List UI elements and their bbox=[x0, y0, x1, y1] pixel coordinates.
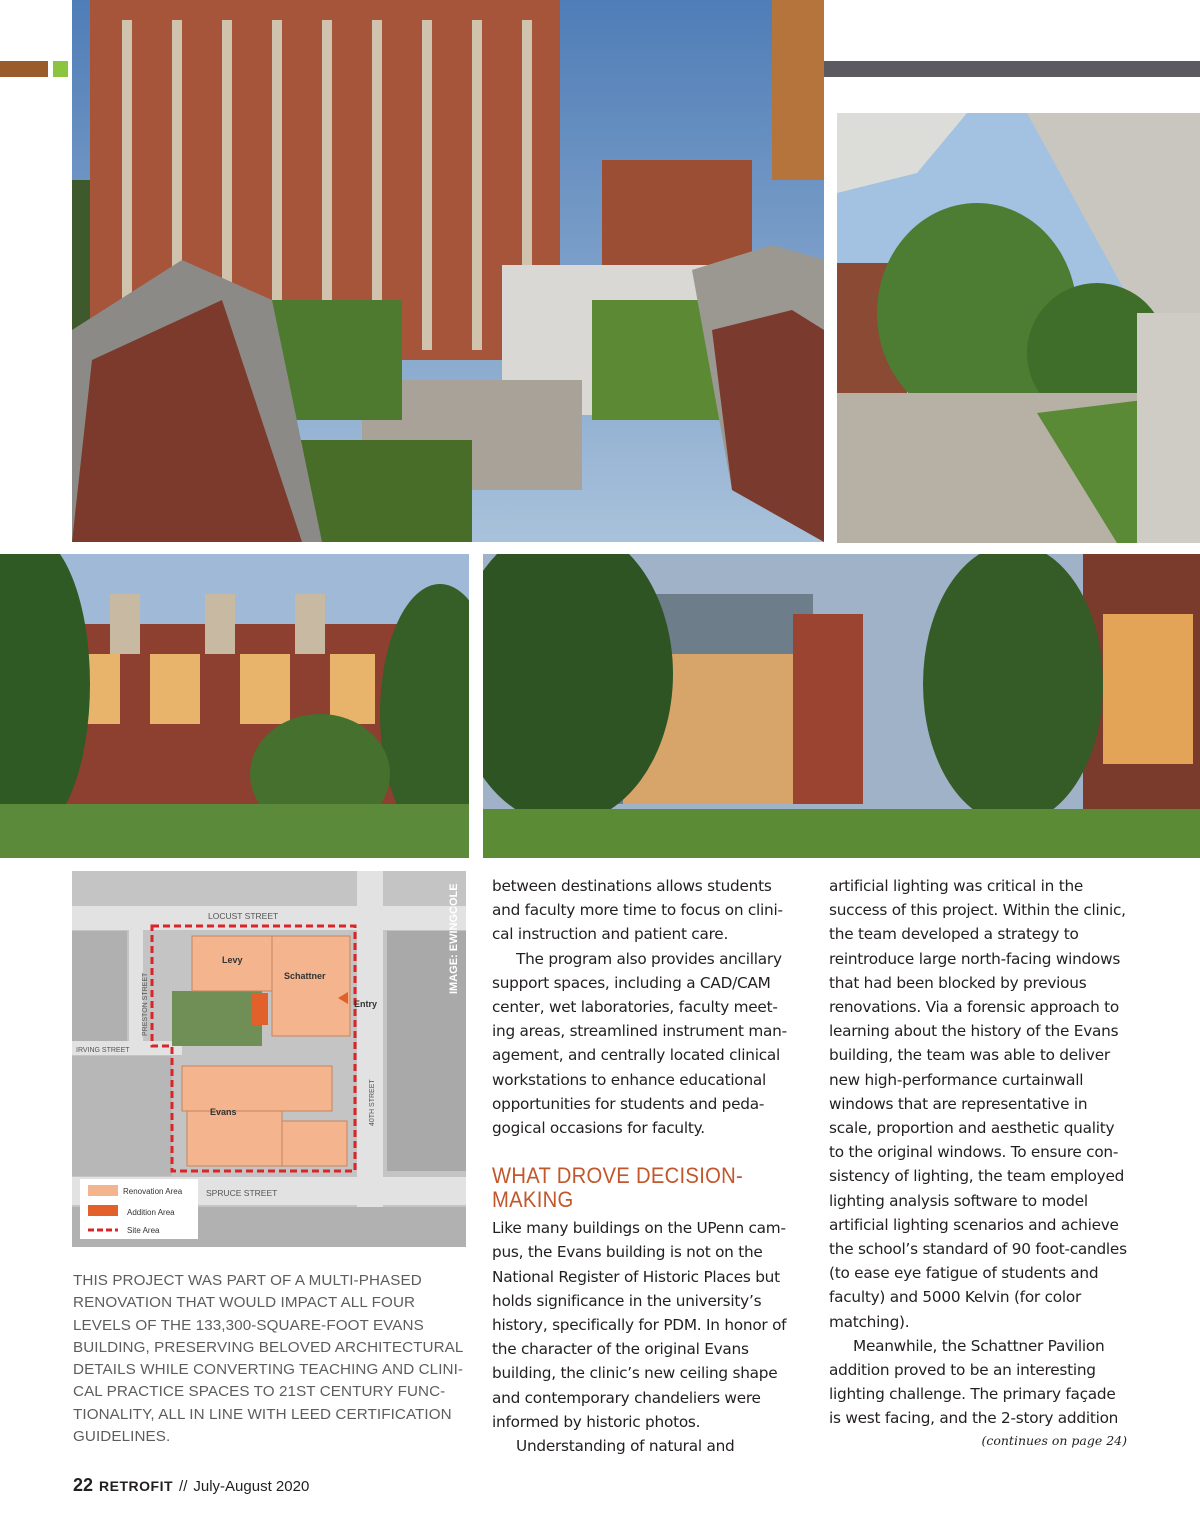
paragraph: between destinations allows students and faculty more time to focus on clini-cal instruction and patient care. bbox=[492, 877, 783, 944]
page-footer bbox=[73, 1475, 309, 1503]
building-label-levy: Levy bbox=[222, 955, 243, 965]
accent-bar-green bbox=[53, 61, 68, 77]
street-label-irving: IRVING STREET bbox=[76, 1047, 130, 1054]
section-heading: WHAT DROVE DECISION-MAKING bbox=[492, 1163, 744, 1213]
paragraph: The program also provides ancillary support spaces, including a CAD/CAM center, wet laboratories, faculty meet-ing areas, streamlined instrument man-agement, and centrally located clinical workstations to enhance educational opportunities for students and peda-gogical occasions for faculty. bbox=[492, 949, 787, 1138]
street-label-locust: LOCUST STREET bbox=[208, 911, 279, 921]
photo-glass-addition bbox=[483, 554, 1200, 858]
site-plan-map bbox=[72, 871, 466, 1247]
building-label-evans: Evans bbox=[210, 1107, 237, 1117]
street-label-40th: 40TH STREET bbox=[369, 1079, 376, 1126]
paragraph: Meanwhile, the Schattner Pavilion addition proved to be an interesting lighting challenge. The primary façade is west facing, and the 2-story addition bbox=[829, 1336, 1119, 1428]
continues-note: (continues on page 24) bbox=[981, 1432, 1127, 1448]
legend-renovation: Renovation Area bbox=[123, 1187, 183, 1196]
photo-terrace-canopy bbox=[837, 113, 1200, 543]
image-credit: IMAGE: EWINGCOLE bbox=[448, 883, 460, 994]
page-number: 22 bbox=[73, 1475, 94, 1495]
building-label-schattner: Schattner bbox=[284, 971, 326, 981]
accent-bar-brown bbox=[0, 61, 48, 77]
street-label-preston: PRESTON STREET bbox=[142, 972, 149, 1036]
accent-bar-gray bbox=[824, 61, 1200, 77]
paragraph: Like many buildings on the UPenn cam-pus, the Evans building is not on the National Register of Historic Places but holds significance in the university’s history, specifically for PDM. In honor of the character of the original Evans building, the clinic’s new ceiling shape and contemporary chandeliers were informed by historic photos. bbox=[492, 1219, 787, 1431]
street-label-spruce: SPRUCE STREET bbox=[206, 1188, 278, 1198]
photo-courtyard-aerial bbox=[72, 0, 824, 542]
legend-addition: Addition Area bbox=[127, 1208, 175, 1217]
entry-label: Entry bbox=[354, 999, 378, 1009]
paragraph: Understanding of natural and bbox=[516, 1437, 735, 1456]
footer-separator: // bbox=[179, 1478, 188, 1495]
legend-site: Site Area bbox=[127, 1226, 160, 1235]
magazine-name: RETROFIT bbox=[99, 1478, 174, 1494]
paragraph: artificial lighting was critical in the success of this project. Within the clinic, the team developed a strategy to reintroduce large north-facing windows that had been blocked by previous renovations. Via a forensic approach to learning about the history of the Evans building, the team was able to deliver new high-performance curtainwall windows that are representative in scale, proportion and aesthetic quality to the original windows. To ensure con-sistency of lighting, the team employed lighting analysis software to model artificial lighting scenarios and achieve the school’s standard of 90 foot-candles (to ease eye fatigue of students and faculty) and 5000 Kelvin (for color matching). bbox=[829, 877, 1127, 1331]
photo-historic-facade bbox=[0, 554, 469, 858]
article-column-right bbox=[829, 874, 1131, 1451]
photo-caption: THIS PROJECT WAS PART OF A MULTI-PHASED RENOVATION THAT WOULD IMPACT ALL FOUR LEVELS OF THE 133,300-SQUARE-FOOT EVANS BUILDING, PRESERVING BELOVED ARCHITECTURAL DETAILS WHILE CONVERTING TEACHING AND CLINI-CAL PRACTICE SPACES TO 21ST CENTURY FUNC-TIONALITY, ALL IN LINE WITH LEED CERTIFICATION GUIDELINES. bbox=[73, 1272, 464, 1446]
issue-date: July-August 2020 bbox=[193, 1478, 310, 1495]
article-column-middle bbox=[492, 874, 790, 1458]
